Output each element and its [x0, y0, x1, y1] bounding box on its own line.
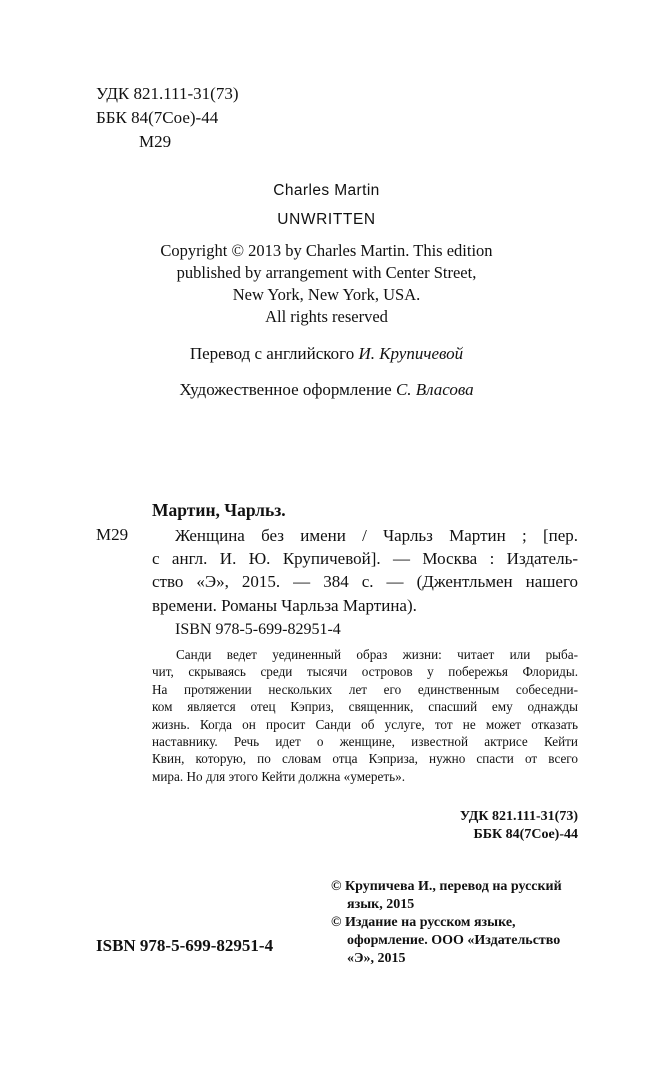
translation-credit — [0, 343, 653, 365]
udk-code: УДК 821.111-31(73) — [96, 84, 239, 103]
copyright-line: оформление. ООО «Издательство — [347, 933, 561, 948]
footer-isbn: ISBN 978-5-699-82951-4 — [96, 936, 274, 955]
designer-name: С. Власова — [395, 380, 474, 399]
catalog-description-cont — [152, 547, 578, 617]
description-line: времени. Романы Чарльза Мартина). — [152, 595, 417, 615]
design-prefix: Художественное оформление — [179, 380, 392, 399]
annotation-line: наставнику. Речь идет о женщине, известной актрисе Кейти — [152, 734, 578, 750]
design-credit — [0, 379, 653, 401]
annotation-udk: УДК 821.111-31(73) — [459, 809, 578, 824]
description-line: с англ. И. Ю. Крупичевой]. — Москва : Издатель- — [152, 549, 578, 568]
original-title: UNWRITTEN — [277, 211, 376, 228]
bbk-code: ББК 84(7Сое)-44 — [96, 108, 219, 127]
translator-name: И. Крупичевой — [358, 344, 464, 363]
translation-prefix: Перевод с английского — [189, 344, 355, 363]
description-line: ство «Э», 2015. — 384 с. — (Джентльмен нашего — [152, 572, 578, 592]
catalog-isbn: ISBN 978-5-699-82951-4 — [175, 621, 341, 638]
annotation-line: чит, скрываясь среди тысячи островов у побережья Флориды. — [152, 664, 578, 680]
catalog-author-heading: Мартин, Чарльз. — [152, 500, 286, 520]
annotation-line: На протяжении нескольких лет его единственным собеседни- — [152, 681, 578, 697]
annotation-bbk: ББК 84(7Сое)-44 — [473, 827, 578, 842]
copyright-line: New York, New York, USA. — [232, 285, 421, 304]
author-mark: М29 — [139, 132, 172, 151]
annotation-line: мира. Но для этого Кейти должна «умереть». — [152, 768, 406, 784]
copyright-line: published by arrangement with Center Street, — [176, 263, 477, 282]
copyright-line: язык, 2015 — [347, 897, 415, 912]
annotation — [152, 646, 578, 785]
catalog-description — [175, 524, 578, 547]
annotation-line: Санди ведет уединенный образ жизни: читает или рыба- — [176, 647, 578, 662]
copyright-line: © Крупичева И., перевод на русский — [331, 879, 562, 894]
original-copyright — [0, 240, 653, 328]
copyright-translation — [331, 878, 562, 914]
copyright-edition — [331, 914, 560, 968]
copyright-line: © Издание на русском языке, — [331, 915, 516, 930]
original-author: Charles Martin — [273, 182, 380, 199]
catalog-mark: М29 — [96, 525, 129, 544]
copyright-line: «Э», 2015 — [347, 951, 406, 966]
copyright-line: Copyright © 2013 by Charles Martin. This edition — [160, 241, 493, 260]
annotation-line: Квин, которую, по словам отца Кэприза, нужно спасти от всего — [152, 751, 578, 767]
annotation-line: жизнь. Когда он просит Санди об услуге, тот не может отказать — [152, 716, 578, 732]
description-line: Женщина без имени / Чарльз Мартин ; [пер. — [175, 526, 578, 545]
copyright-line: All rights reserved — [265, 307, 388, 326]
annotation-line: ком является отец Кэприз, священник, спасший ему однажды — [152, 699, 578, 715]
